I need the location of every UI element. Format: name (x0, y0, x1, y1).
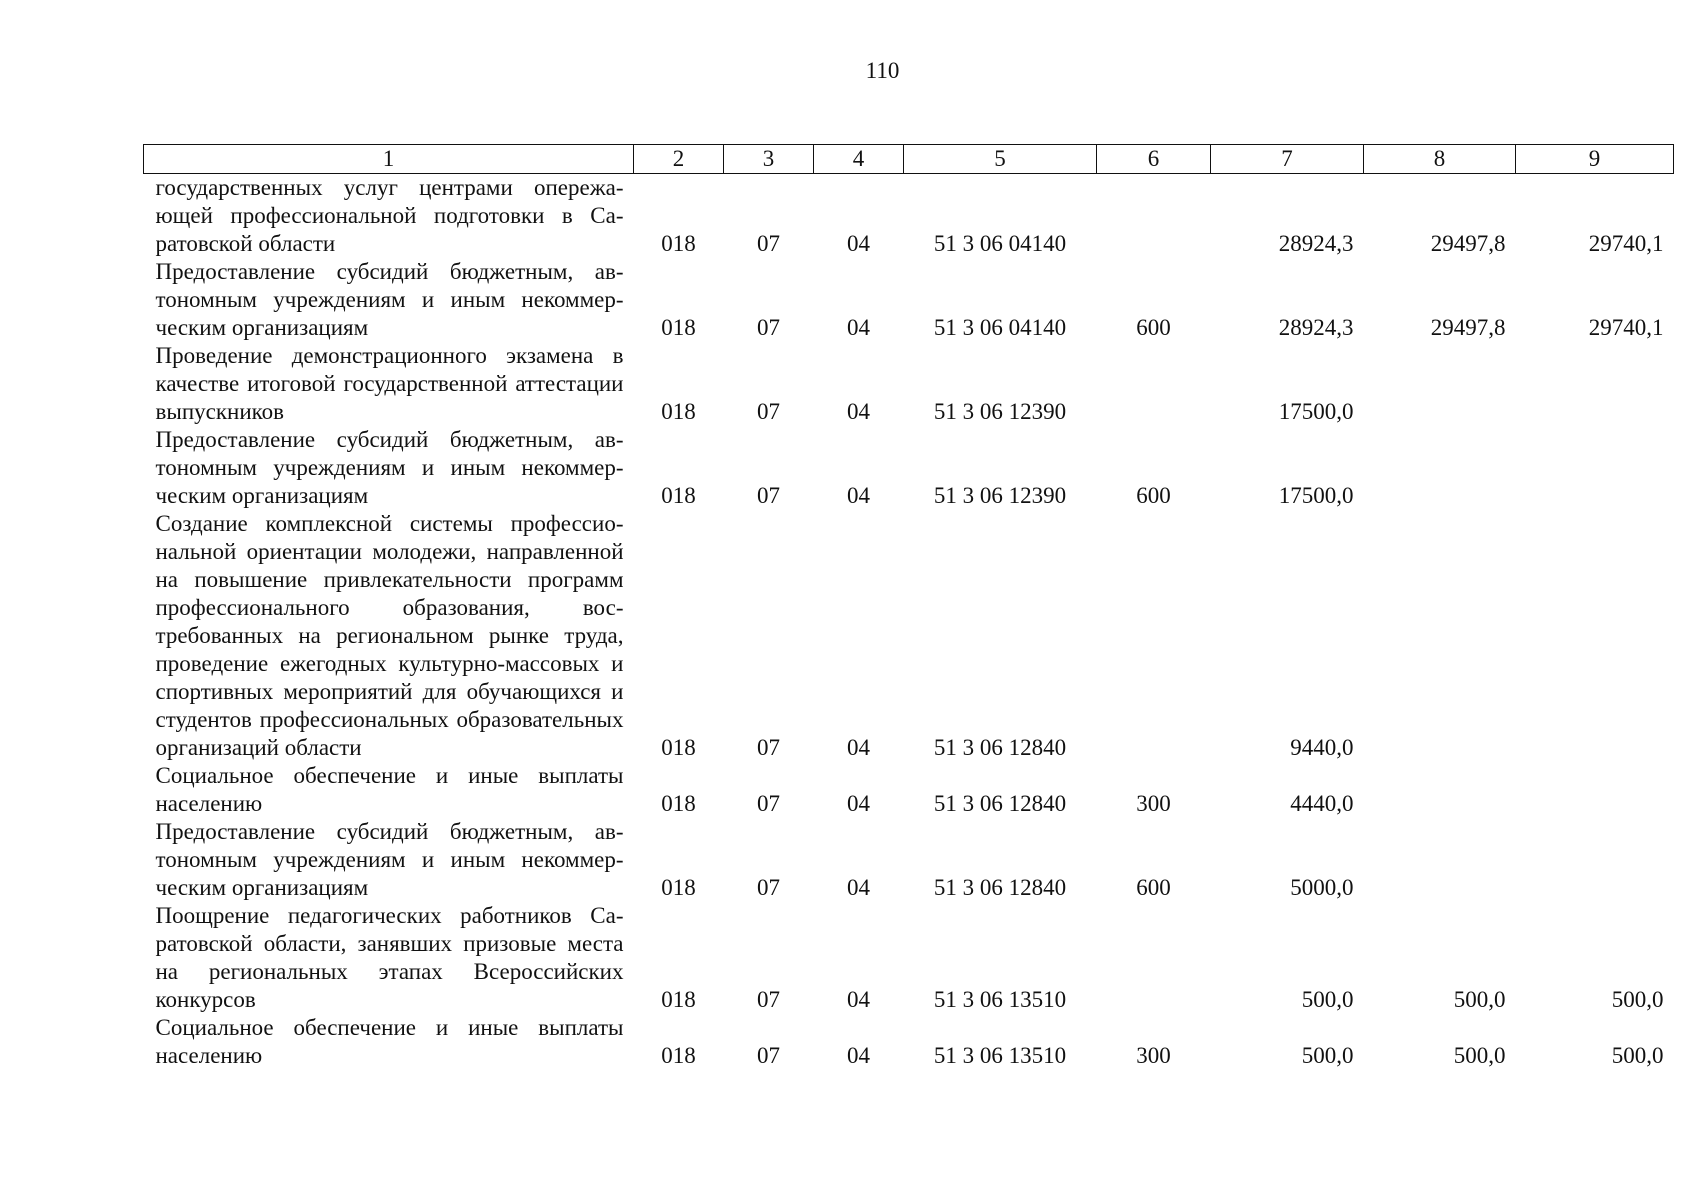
row-description: государственных услуг центрами опережающей профессиональной подготовки в Саратовской области (155, 175, 624, 256)
amount-year-2 (1364, 762, 1516, 818)
subsection-code: 04 (847, 315, 870, 340)
expense-type-code: 300 (1136, 791, 1171, 816)
amount-year-2: 29497,8 (1430, 315, 1506, 340)
expense-type-code: 300 (1136, 1043, 1171, 1068)
table-row (144, 1014, 1674, 1070)
subsection-code: 04 (847, 791, 870, 816)
target-article-code: 51 3 06 12840 (933, 875, 1067, 900)
amount-year-1: 5000,0 (1290, 875, 1354, 900)
target-article-code: 51 3 06 13510 (933, 987, 1067, 1012)
section-code: 07 (757, 399, 780, 424)
amount-year-2: 500,0 (1453, 987, 1506, 1012)
section-code: 07 (757, 315, 780, 340)
section-code: 07 (757, 483, 780, 508)
expense-type-code (1097, 510, 1211, 762)
table-header (144, 145, 1674, 174)
expense-type-code: 600 (1136, 315, 1171, 340)
amount-year-3 (1516, 762, 1674, 818)
amount-year-2 (1364, 426, 1516, 510)
row-description: Предоставление субсидий бюджетным, автономным учреждениям и иным некоммерческим организациям (155, 259, 624, 340)
section-code: 07 (757, 1043, 780, 1068)
table-row (144, 342, 1674, 426)
ministry-code: 018 (661, 483, 696, 508)
subsection-code: 04 (847, 231, 870, 256)
amount-year-1: 500,0 (1301, 987, 1354, 1012)
amount-year-1: 17500,0 (1278, 399, 1354, 424)
expense-type-code: 600 (1136, 483, 1171, 508)
column-header-7: 7 (1211, 145, 1364, 174)
amount-year-3 (1516, 426, 1674, 510)
column-header-1: 1 (144, 145, 634, 174)
amount-year-3: 29740,1 (1588, 315, 1664, 340)
target-article-code: 51 3 06 04140 (933, 315, 1067, 340)
column-header-4: 4 (814, 145, 904, 174)
expense-type-code (1097, 342, 1211, 426)
amount-year-1: 28924,3 (1278, 315, 1354, 340)
amount-year-3 (1516, 818, 1674, 902)
amount-year-3: 29740,1 (1588, 231, 1664, 256)
page-number: 110 (865, 58, 900, 83)
amount-year-2: 29497,8 (1430, 231, 1506, 256)
column-header-9: 9 (1516, 145, 1674, 174)
ministry-code: 018 (661, 735, 696, 760)
ministry-code: 018 (661, 987, 696, 1012)
ministry-code: 018 (661, 791, 696, 816)
table-row (144, 762, 1674, 818)
amount-year-3 (1516, 510, 1674, 762)
table-row (144, 258, 1674, 342)
table-row (144, 174, 1674, 259)
amount-year-1: 4440,0 (1290, 791, 1354, 816)
amount-year-1: 500,0 (1301, 1043, 1354, 1068)
amount-year-3 (1516, 342, 1674, 426)
column-header-6: 6 (1097, 145, 1211, 174)
table-row (144, 510, 1674, 762)
amount-year-3: 500,0 (1611, 1043, 1664, 1068)
row-description: Социальное обеспечение и иные выплаты населению (155, 1015, 624, 1068)
target-article-code: 51 3 06 04140 (933, 231, 1067, 256)
column-header-3: 3 (724, 145, 814, 174)
amount-year-1: 9440,0 (1290, 735, 1354, 760)
subsection-code: 04 (847, 987, 870, 1012)
amount-year-1: 17500,0 (1278, 483, 1354, 508)
subsection-code: 04 (847, 1043, 870, 1068)
subsection-code: 04 (847, 483, 870, 508)
subsection-code: 04 (847, 399, 870, 424)
table-row (144, 902, 1674, 1014)
subsection-code: 04 (847, 735, 870, 760)
expense-type-code (1097, 902, 1211, 1014)
ministry-code: 018 (661, 399, 696, 424)
target-article-code: 51 3 06 13510 (933, 1043, 1067, 1068)
section-code: 07 (757, 231, 780, 256)
header-row (144, 145, 1674, 174)
table-row (144, 426, 1674, 510)
target-article-code: 51 3 06 12390 (933, 399, 1067, 424)
amount-year-2 (1364, 818, 1516, 902)
amount-year-2 (1364, 342, 1516, 426)
ministry-code: 018 (661, 315, 696, 340)
target-article-code: 51 3 06 12840 (933, 735, 1067, 760)
section-code: 07 (757, 735, 780, 760)
table-row (144, 818, 1674, 902)
expense-type-code: 600 (1136, 875, 1171, 900)
section-code: 07 (757, 875, 780, 900)
row-description: Предоставление субсидий бюджетным, автономным учреждениям и иным некоммерческим организациям (155, 819, 624, 900)
target-article-code: 51 3 06 12390 (933, 483, 1067, 508)
row-description: Проведение демонстрационного экзамена в качестве итоговой государственной аттестации выпускников (155, 343, 624, 424)
row-description: Поощрение педагогических работников Саратовской области, занявших призовые места на региональных этапах Всероссийских конкурсов (155, 903, 624, 1012)
section-code: 07 (757, 791, 780, 816)
column-header-2: 2 (634, 145, 724, 174)
subsection-code: 04 (847, 875, 870, 900)
ministry-code: 018 (661, 875, 696, 900)
amount-year-3: 500,0 (1611, 987, 1664, 1012)
row-description: Предоставление субсидий бюджетным, автономным учреждениям и иным некоммерческим организациям (155, 427, 624, 508)
expense-type-code (1097, 174, 1211, 259)
target-article-code: 51 3 06 12840 (933, 791, 1067, 816)
amount-year-1: 28924,3 (1278, 231, 1354, 256)
ministry-code: 018 (661, 231, 696, 256)
amount-year-2 (1364, 510, 1516, 762)
row-description: Создание комплексной системы профессиональной ориентации молодежи, направленной на повышение привлекательности программ профессионального образования, востребованных на региональном рынке труда, проведение ежегодных культурно-массовых и спортивных мероприятий для обучающихся и студентов профессиональных образовательных организаций области (155, 511, 624, 760)
table-body (144, 174, 1674, 1071)
row-description: Социальное обеспечение и иные выплаты населению (155, 763, 624, 816)
amount-year-2: 500,0 (1453, 1043, 1506, 1068)
column-header-8: 8 (1364, 145, 1516, 174)
section-code: 07 (757, 987, 780, 1012)
ministry-code: 018 (661, 1043, 696, 1068)
column-header-5: 5 (904, 145, 1097, 174)
budget-table (143, 144, 1674, 1070)
